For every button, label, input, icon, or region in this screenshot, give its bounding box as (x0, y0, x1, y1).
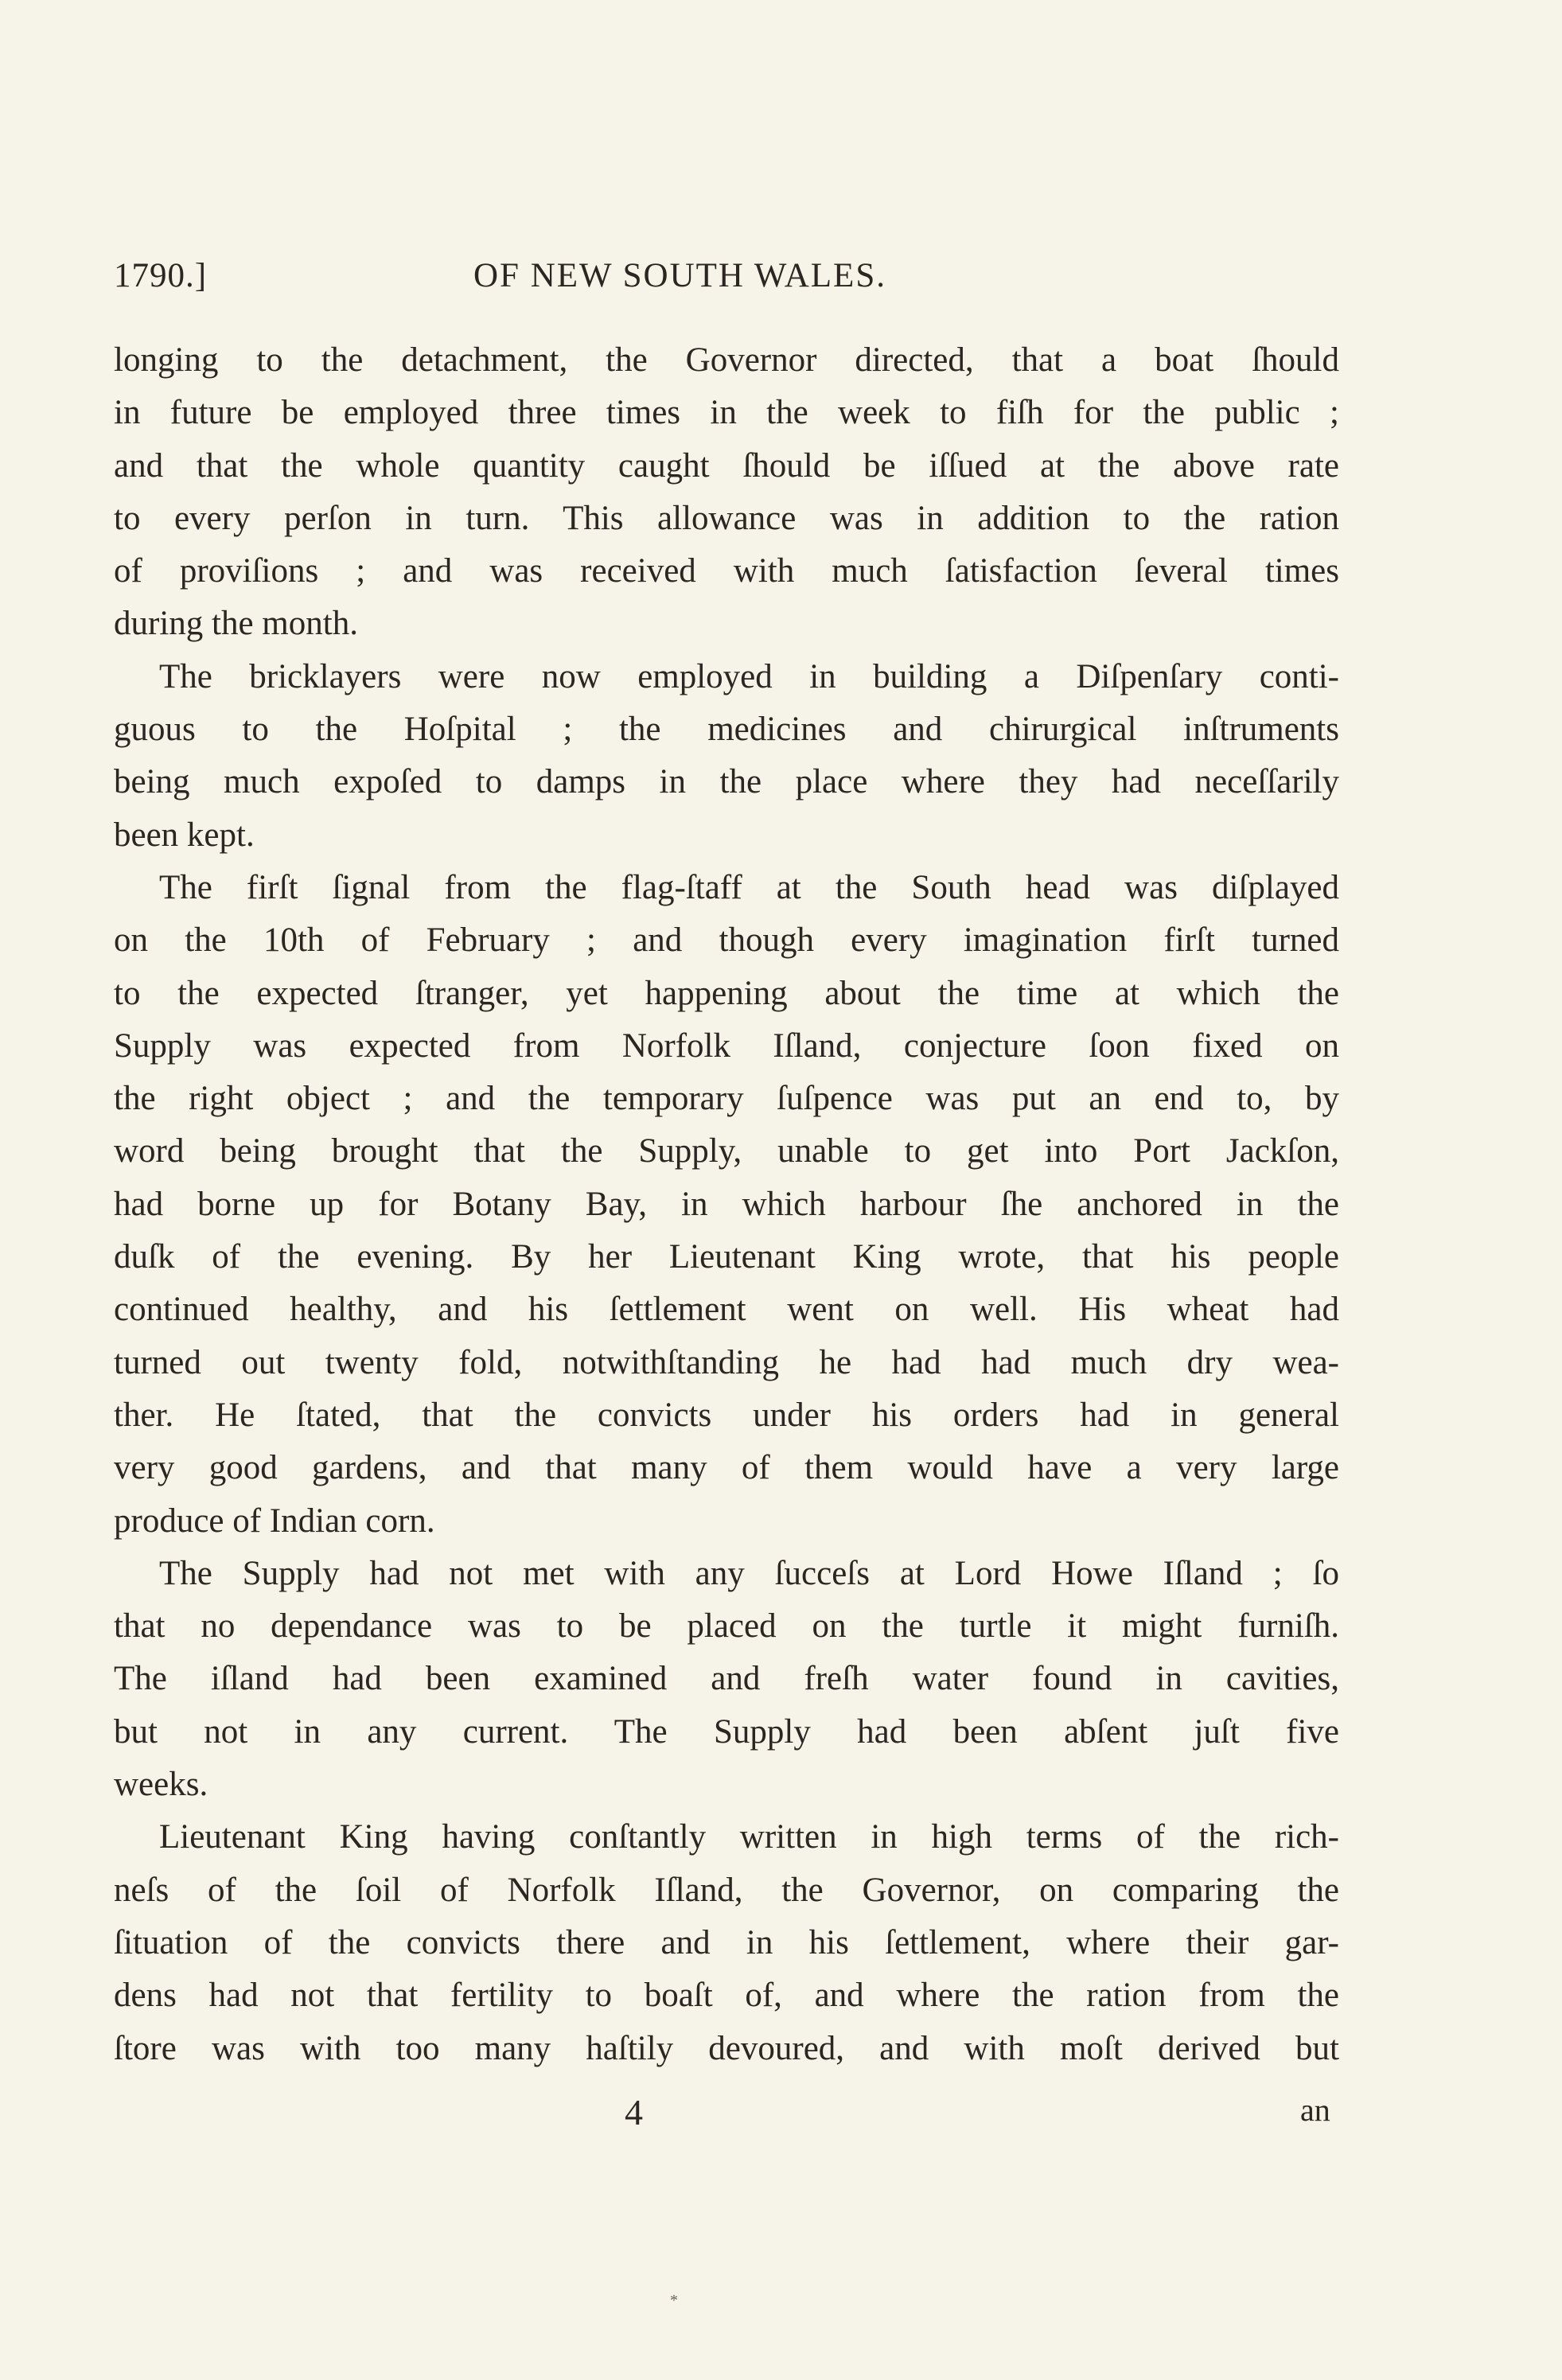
text-line: and that the whole quantity caught ſhould be iſſued at the above rate (114, 446, 1339, 485)
printer-mark: * (670, 2292, 678, 2309)
text-line: The iſland had been examined and freſh water found in cavities, (114, 1660, 1339, 1698)
text-line: that no dependance was to be placed on the turtle it might furniſh. (114, 1607, 1339, 1646)
text-line: word being brought that the Supply, unable to get into Port Jackſon, (114, 1132, 1339, 1171)
text-line: The Supply had not met with any ſucceſs at Lord Howe Iſland ; ſo (159, 1554, 1339, 1592)
text-line: The bricklayers were now employed in building a Diſpenſary conti- (159, 657, 1339, 695)
text-line: to every perſon in turn. This allowance was in addition to the ration (114, 499, 1339, 537)
text-line: in future be employed three times in the week to fiſh for the public ; (114, 394, 1339, 432)
header-year: 1790.] (114, 257, 208, 294)
text-line: neſs of the ſoil of Norfolk Iſland, the Governor, on comparing the (114, 1871, 1339, 1909)
text-line: guous to the Hoſpital ; the medicines and chirurgical inſtruments (114, 711, 1339, 749)
text-line: being much expoſed to damps in the place where they had neceſſarily (114, 763, 1339, 801)
text-line: dens had not that fertility to boaſt of, and where the ration from the (114, 1977, 1339, 2015)
text-line: but not in any current. The Supply had been abſent juſt five (114, 1712, 1339, 1751)
text-line: ſtore was with too many haſtily devoured, and with moſt derived but (114, 2029, 1339, 2067)
text-line: longing to the detachment, the Governor directed, that a boat ſhould (114, 341, 1339, 379)
text-line: been kept. (114, 816, 255, 854)
text-line: produce of Indian corn. (114, 1502, 435, 1540)
text-line: had borne up for Botany Bay, in which harbour ſhe anchored in the (114, 1185, 1339, 1223)
text-line: the right object ; and the temporary ſuſpence was put an end to, by (114, 1080, 1339, 1118)
text-line: duſk of the evening. By her Lieutenant King wrote, that his people (114, 1238, 1339, 1276)
running-head (114, 256, 1339, 304)
text-line: continued healthy, and his ſettlement went on well. His wheat had (114, 1291, 1339, 1329)
body-text (114, 334, 1339, 2075)
text-line: Supply was expected from Norfolk Iſland, conjecture ſoon fixed on (114, 1026, 1339, 1065)
text-line: on the 10th of February ; and though every imagination firſt turned (114, 921, 1339, 960)
text-line: very good gardens, and that many of them would have a very large (114, 1449, 1339, 1487)
text-line: of proviſions ; and was received with much ſatisfaction ſeveral times (114, 552, 1339, 590)
text-line: to the expected ſtranger, yet happening about the time at which the (114, 974, 1339, 1012)
text-line: weeks. (114, 1766, 208, 1804)
text-line: Lieutenant King having conſtantly written in high terms of the rich- (159, 1818, 1339, 1856)
text-line: ſituation of the convicts there and in his ſettlement, where their gar- (114, 1923, 1339, 1961)
text-line: The firſt ſignal from the flag-ſtaff at the South head was diſplayed (159, 868, 1339, 906)
header-title: OF NEW SOUTH WALES. (473, 257, 886, 294)
text-line: ther. He ſtated, that the convicts under his orders had in general (114, 1396, 1339, 1434)
signature-mark: 4 (625, 2092, 643, 2133)
catchword: an (1300, 2092, 1330, 2128)
text-line: during the month. (114, 605, 358, 643)
text-line: turned out twenty fold, notwithſtanding he had had much dry wea- (114, 1343, 1339, 1381)
